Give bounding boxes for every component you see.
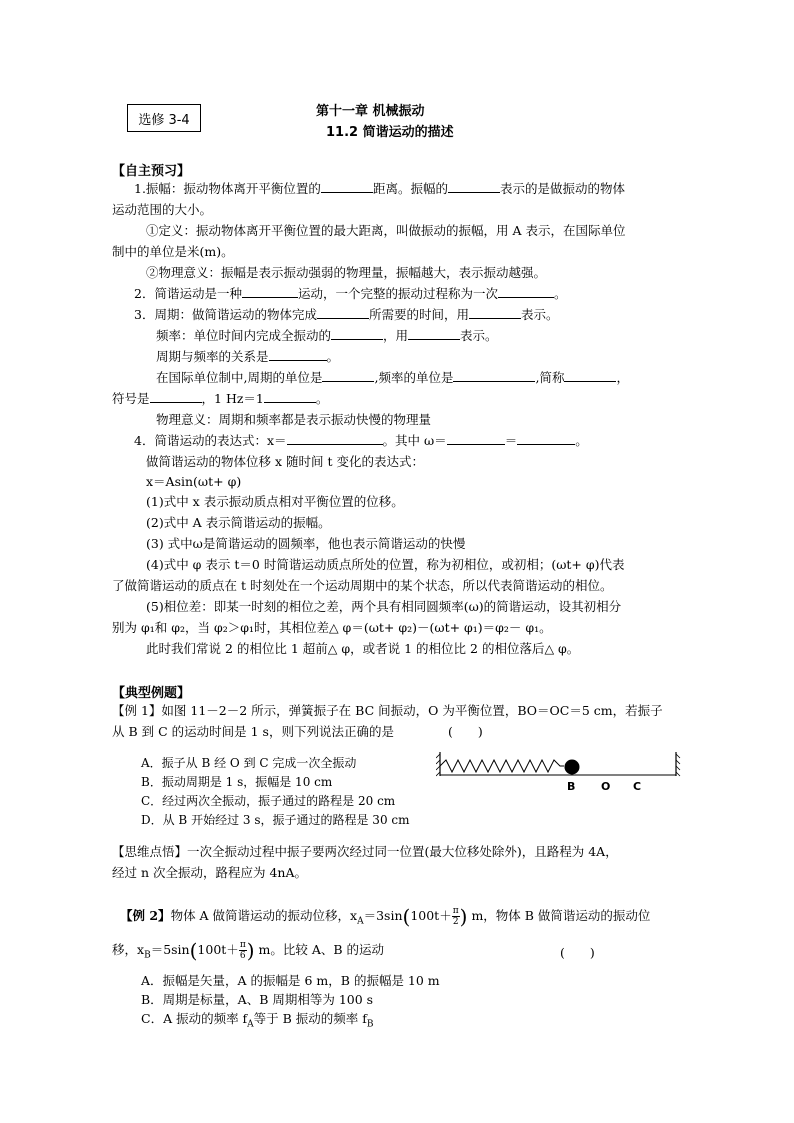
left-wall <box>436 752 440 776</box>
blank <box>447 432 505 445</box>
line-17: (2)式中 A 表示简谐运动的振幅。 <box>146 515 331 530</box>
answer-bracket: ( ) <box>447 724 483 739</box>
spring-oscillator-figure <box>436 748 682 794</box>
tip-line-a: 【思维点悟】一次全振动过程中振子要两次经过同一位置(最大位移处除外)，且路程为 4A， <box>112 844 618 859</box>
tip-line-b: 经过 n 次全振动，路程应为 4nA。 <box>112 865 308 880</box>
blank <box>408 327 460 340</box>
example1-option-d: D．从 B 开始经过 3 s，振子通过的路程是 30 cm <box>141 813 410 827</box>
blank <box>448 180 500 193</box>
example1-option-b: B．振动周期是 1 s，振幅是 10 cm <box>141 775 333 789</box>
line-5: ②物理意义：振幅是表示振动强弱的物理量，振幅越大，表示振动越强。 <box>146 265 547 280</box>
section-title: 11.2 简谐运动的描述 <box>326 125 454 140</box>
line-14: 做简谐运动的物体位移 x 随时间 t 变化的表达式： <box>146 454 424 469</box>
spring <box>440 760 564 772</box>
right-wall <box>676 752 680 776</box>
blank <box>498 285 554 298</box>
line-15: x＝Asin(ωt+ φ) <box>146 474 242 489</box>
answer-bracket: ( ) <box>560 945 595 960</box>
line-3: ①定义：振动物体离开平衡位置的最大距离，叫做振动的振幅，用 A 表示，在国际单位 <box>146 223 626 238</box>
line-2: 运动范围的大小。 <box>112 202 213 217</box>
line-13: 4．简谐运动的表达式：x＝ 。其中 ω＝ ＝ 。 <box>134 433 588 448</box>
example2-line-b: 移，$x_B=5\sin(100t+$ $\frac{\pi}{6}$ ) m。比较 A、B 的运动 <box>112 938 385 963</box>
blank <box>564 369 616 382</box>
label-b: B <box>567 780 576 793</box>
example2-line-a: 【例 2】物体 A 做简谐运动的振动位移，$x_A=3\sin(100t+$ $\frac{\pi}{2}$ ) m，物体 B 做简谐运动的振动位 <box>120 904 651 929</box>
line-6: 2．简谐运动是一种 运动，一个完整的振动过程称为一次 。 <box>134 286 567 301</box>
line-16: (1)式中 x 表示振动质点相对平衡位置的位移。 <box>146 494 404 509</box>
label-c: C <box>633 780 642 793</box>
examples-heading: 【典型例题】 <box>112 686 191 701</box>
example2-option-c: C．A 振动的频率 $f_A$等于 B 振动的频率 $f_B$ <box>141 1011 374 1030</box>
line-7: 3．周期：做简谐运动的物体完成 所需要的时间，用 表示。 <box>134 307 559 322</box>
line-12: 物理意义：周期和频率都是表示振动快慢的物理量 <box>156 412 432 427</box>
blank <box>269 348 327 361</box>
example1-option-c: C．经过两次全振动，振子通过的路程是 20 cm <box>141 794 396 808</box>
line-10: 在国际单位制中,周期的单位是 ,频率的单位是 ,简称 ， <box>156 370 629 385</box>
line-19: (4)式中 φ 表示 t＝0 时简谐运动质点所处的位置，称为初相位，或初相；(ωt+ φ)代表 <box>146 557 625 572</box>
fraction: $\frac{\pi}{6}$ <box>239 940 246 961</box>
preview-heading: 【自主预习】 <box>112 164 191 179</box>
blank <box>469 306 521 319</box>
blank <box>242 285 298 298</box>
example1-line-a: 【例 1】如图 11－2－2 所示，弹簧振子在 BC 间振动，O 为平衡位置，BO＝OC＝5 cm，若振子 <box>112 703 663 718</box>
blank <box>317 306 369 319</box>
blank <box>322 369 374 382</box>
line-20: 了做简谐运动的质点在 t 时刻处在一个运动周期中的某个状态，所以代表简谐运动的相位。 <box>112 578 613 593</box>
line-21: (5)相位差：即某一时刻的相位之差，两个具有相同圆频率(ω)的简谐运动，设其初相分 <box>146 599 622 614</box>
example2-option-a: A．振幅是矢量，A 的振幅是 6 m，B 的振幅是 10 m <box>141 973 440 988</box>
blank <box>287 432 383 445</box>
line-22: 别为 φ₁和 φ₂，当 φ₂＞φ₁时，其相位差△ φ＝(ωt+ φ₂)－(ωt+ φ₁)＝φ₂－ φ₁。 <box>112 620 552 635</box>
course-badge: 选修 3-4 <box>127 104 201 132</box>
line-4: 制中的单位是米(m)。 <box>112 244 234 259</box>
blank <box>517 432 575 445</box>
blank <box>453 369 535 382</box>
line-11: 符号是 ，1 Hz＝1 。 <box>112 391 329 406</box>
line-8: 频率：单位时间内完成全振动的 ，用 表示。 <box>156 328 498 343</box>
fraction: $\frac{\pi}{2}$ <box>452 906 459 927</box>
blank <box>150 390 202 403</box>
example1-line-b: 从 B 到 C 的运动时间是 1 s，则下列说法正确的是 ( ) <box>112 724 483 739</box>
label-o: O <box>601 780 611 793</box>
blank <box>264 390 316 403</box>
line-18: (3) 式中ω是简谐运动的圆频率，他也表示简谐运动的快慢 <box>146 536 466 551</box>
blank <box>321 180 373 193</box>
line-23: 此时我们常说 2 的相位比 1 超前△ φ，或者说 1 的相位比 2 的相位落后△ φ。 <box>146 641 580 656</box>
line-9: 周期与频率的关系是 。 <box>156 349 340 364</box>
example1-option-a: A．振子从 B 经 O 到 C 完成一次全振动 <box>141 756 357 770</box>
line-1: 1.振幅：振动物体离开平衡位置的 距离。振幅的 表示的是做振动的物体 <box>134 181 625 196</box>
oscillator-ball <box>565 760 580 775</box>
blank <box>331 327 383 340</box>
example2-option-b: B．周期是标量，A、B 周期相等为 100 s <box>141 992 374 1007</box>
chapter-title: 第十一章 机械振动 <box>316 104 425 119</box>
